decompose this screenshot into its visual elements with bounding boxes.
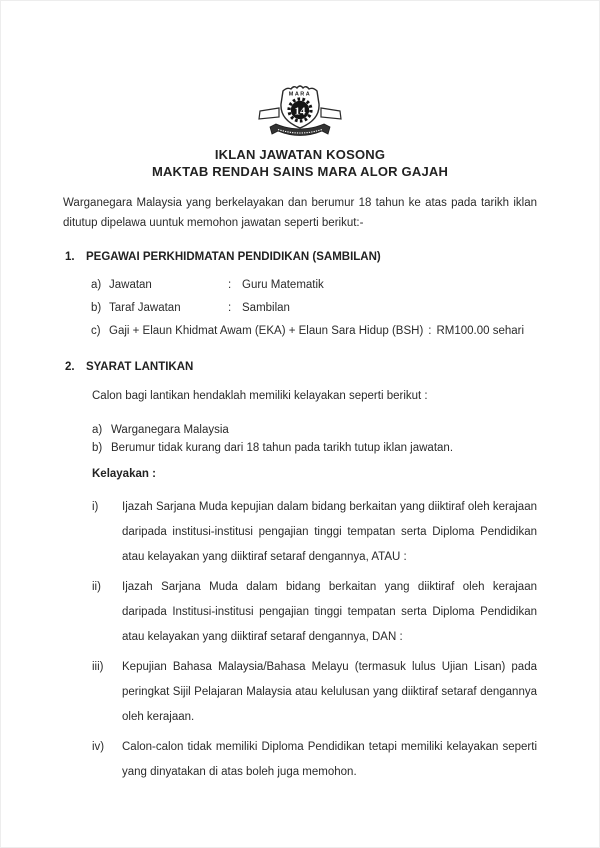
detail-row-taraf-jawatan xyxy=(91,300,537,316)
qualification-text: Ijazah Sarjana Muda kepujian dalam bidang berkaitan yang diiktiraf oleh kerajaan daripada institusi-institusi pengajian tinggi tempatan serta Diploma Pendidikan atau kelayakan yang diiktiraf setaraf dengannya, ATAU : xyxy=(122,501,537,563)
row-field: Taraf Jawatan xyxy=(109,302,181,314)
condition-label: b) xyxy=(92,442,103,454)
condition-row xyxy=(92,439,537,457)
row-value: Sambilan xyxy=(242,302,290,314)
row-field: Jawatan xyxy=(109,279,152,291)
qualification-item-iv xyxy=(92,735,537,785)
qualification-item-iii xyxy=(92,655,537,730)
condition-row xyxy=(92,421,537,439)
section1-heading xyxy=(63,250,537,265)
title-line-1: IKLAN JAWATAN KOSONG xyxy=(214,147,386,162)
qualification-text: Ijazah Sarjana Muda dalam bidang berkaitan yang diiktiraf oleh kerajaan daripada Institusi-institusi pengajian tinggi tempatan serta Diploma Pendidikan atau kelayakan yang diiktiraf setaraf dengannya, DAN : xyxy=(122,581,537,643)
section2-intro: Calon bagi lantikan hendaklah memiliki kelayakan seperti berikut : xyxy=(92,390,428,402)
intro-paragraph: Warganegara Malaysia yang berkelayakan dan berumur 18 tahun ke atas pada tarikh iklan ditutup dipelawa uuntuk memohon jawatan seperti berikut:- xyxy=(63,197,537,229)
condition-text: Berumur tidak kurang dari 18 tahun pada tarikh tutup iklan jawatan. xyxy=(111,442,454,454)
row-label: a) xyxy=(91,279,102,291)
detail-row-gaji xyxy=(91,323,537,339)
section1-number: 1. xyxy=(65,251,75,263)
mara-crest-icon xyxy=(256,84,344,136)
qualification-item-ii xyxy=(92,575,537,650)
section1-heading-text: PEGAWAI PERKHIDMATAN PENDIDIKAN (SAMBILAN) xyxy=(86,251,381,263)
qualification-label: ii) xyxy=(92,581,101,593)
row-value: RM100.00 sehari xyxy=(436,325,525,337)
document-title xyxy=(0,146,600,180)
crest-shield-text: MARA xyxy=(288,91,312,98)
qualification-item-i xyxy=(92,495,537,570)
crest-gear-glyph: 14 xyxy=(294,105,306,118)
qualification-text: Kepujian Bahasa Malaysia/Bahasa Melayu (termasuk lulus Ujian Lisan) pada peringkat Sijil Pelajaran Malaysia atau kelulusan yang diiktiraf setaraf dengannya oleh kerajaan. xyxy=(122,661,537,723)
row-colon: : xyxy=(228,279,232,291)
qualification-label: i) xyxy=(92,501,99,513)
row-field: Gaji + Elaun Khidmat Awam (EKA) + Elaun Sara Hidup (BSH) xyxy=(109,325,424,337)
mara-logo xyxy=(256,84,344,141)
qualification-label: iv) xyxy=(92,741,105,753)
section2-number: 2. xyxy=(65,361,75,373)
qualification-list xyxy=(63,495,537,785)
row-value: Guru Matematik xyxy=(242,279,324,291)
row-label: c) xyxy=(91,325,101,337)
condition-text: Warganegara Malaysia xyxy=(111,424,229,436)
section2-heading-text: SYARAT LANTIKAN xyxy=(86,361,194,373)
condition-label: a) xyxy=(92,424,103,436)
section1-details xyxy=(63,277,537,339)
section2-conditions xyxy=(63,421,537,457)
row-colon: : xyxy=(428,325,432,337)
row-colon: : xyxy=(228,302,232,314)
section2-heading xyxy=(63,360,537,375)
kelayakan-heading: Kelayakan : xyxy=(92,468,156,480)
title-line-2: MAKTAB RENDAH SAINS MARA ALOR GAJAH xyxy=(151,164,449,179)
row-label: b) xyxy=(91,302,102,314)
detail-row-jawatan xyxy=(91,277,537,293)
qualification-text: Calon-calon tidak memiliki Diploma Pendidikan tetapi memiliki kelayakan seperti yang dinyatakan di atas boleh juga memohon. xyxy=(122,741,537,778)
qualification-label: iii) xyxy=(92,661,104,673)
